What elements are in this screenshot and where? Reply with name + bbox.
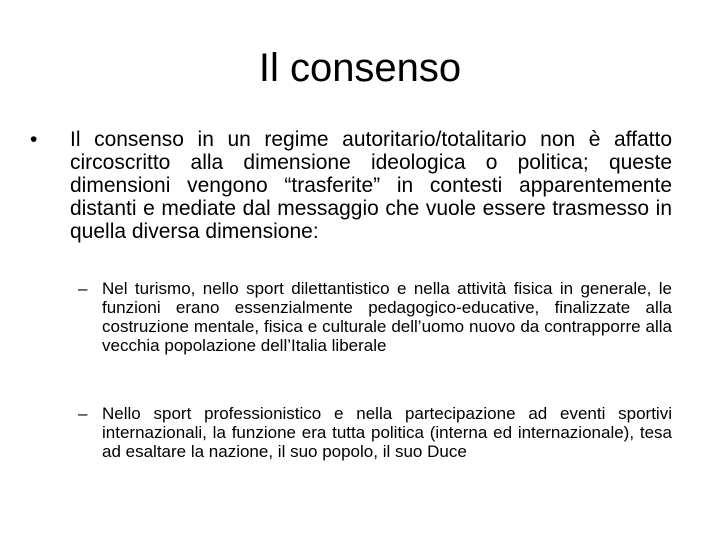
bullet-marker: •: [30, 128, 38, 151]
main-bullet: [30, 128, 672, 243]
sub-bullet-text: Nel turismo, nello sport dilettantistico e nella attività fisica in generale, le funzioni erano essenzialmente pedagogico-educative, finalizzate alla costruzione mentale, fisica e culturale dell’uomo nuovo da contrapporre alla vecchia popolazione dell’Italia liberale: [102, 279, 672, 355]
sub-bullet-tourism: [78, 279, 672, 355]
slide-title: Il consenso: [258, 46, 462, 90]
sub-bullet-marker: –: [78, 404, 88, 423]
sub-bullet-marker: –: [78, 279, 88, 298]
sub-bullet-text: Nello sport professionistico e nella partecipazione ad eventi sportivi internazionali, la funzione era tutta politica (interna ed internazionale), tesa ad esaltare la nazione, il suo popolo, il suo Duce: [102, 404, 672, 461]
main-bullet-text: Il consenso in un regime autoritario/totalitario non è affatto circoscritto alla dimensione ideologica o politica; queste dimensioni vengono “trasferite” in contesti apparentemente distanti e mediate dal messaggio che vuole essere trasmesso in quella diversa dimensione:: [70, 128, 672, 243]
sub-bullet-professional-sport: [78, 404, 672, 461]
